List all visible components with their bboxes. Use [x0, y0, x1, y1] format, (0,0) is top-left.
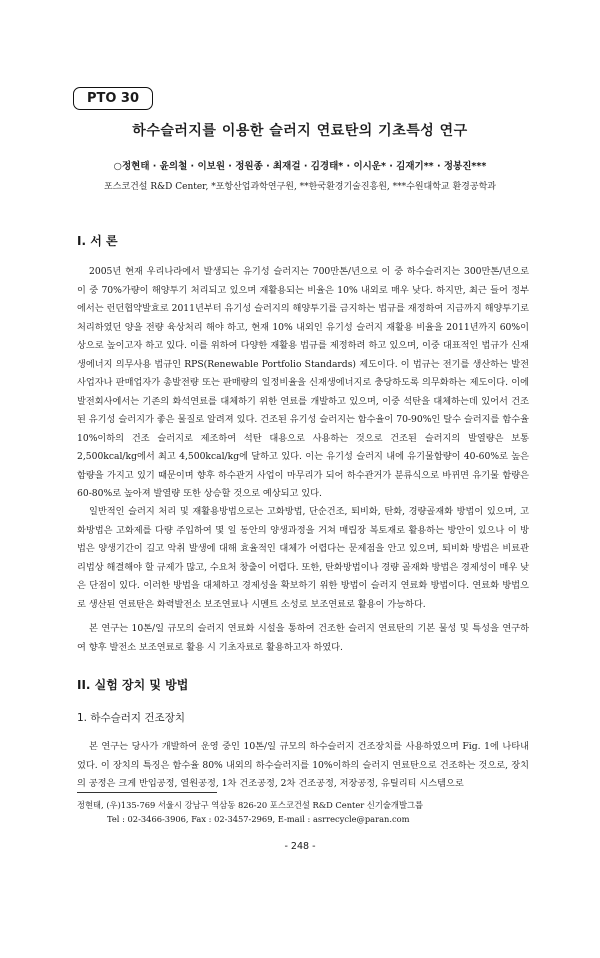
intro-paragraph-3: 본 연구는 10톤/일 규모의 슬러지 연료화 시설을 통하여 건조한 슬러지 연료탄의 기본 물성 및 특성을 연구하여 향후 발전소 보조연료로 활용 시 기초자료로 활용하고자 하였다.	[77, 623, 529, 653]
footnote-address: 정현태, (우)135-769 서울시 강남구 역삼동 826-20 포스코건설 R&D Center 신기술개발그룹	[77, 800, 423, 810]
page-number: - 248 -	[284, 841, 316, 852]
subsection-heading-dryer: 1. 하수슬러지 건조장치	[77, 712, 185, 724]
section-heading-intro: I. 서 론	[77, 234, 118, 248]
affiliations: 포스코건설 R&D Center, *포항산업과학연구원, **한국환경기술진흥원, ***수원대학교 환경공학과	[104, 182, 496, 192]
section-heading-method: II. 실험 장치 및 방법	[77, 678, 189, 692]
author-list: ○정현태 · 윤의철 · 이보원 · 정원종 · 최재걸 · 김경태* · 이시운* · 김재기** · 정봉진***	[113, 161, 487, 172]
paper-title: 하수슬러지를 이용한 슬러지 연료탄의 기초특성 연구	[132, 123, 468, 139]
method-paragraph-1: 본 연구는 당사가 개발하여 운영 중인 10톤/일 규모의 하수슬러지 건조장치를 사용하였으며 Fig. 1에 나타내었다. 이 장치의 특징은 함수율 80% 내외의 하수슬러지를 10%이하의 슬러지 연료탄으로 건조하는 것으로, 장치의 공정은 크게 반입공정, 열원공정, 1차 건조공정, 2차 건조공정, 저장공정, 유틸리티 시스템으로	[77, 741, 529, 789]
intro-paragraph-1: 2005년 현재 우리나라에서 발생되는 유기성 슬러지는 700만톤/년으로 이 중 하수슬러지는 300만톤/년으로 이 중 70%가량이 해양투기 처리되고 있으며 재활용되는 비율은 10% 내외로 매우 낮다. 하지만, 최근 들어 정부에서는 런던협약발효로 2011년부터 유기성 슬러지의 해양투기를 금지하는 법규를 재정하여 지금까지 해양투기로 처리하였던 양을 전량 육상처리 해야 하고, 현재 10% 내외인 유기성 슬러지 재활용 비율을 2011년까지 60%이상으로 높이고자 하고 있다. 이를 위하여 다양한 재활용 법규를 제정하려 하고 있으며, 이중 대표적인 법규가 신재생에너지 의무사용 법규인 RPS(Renewable Portfolio Standards) 제도이다. 이 법규는 전기를 생산하는 발전사업자나 판매업자가 총발전량 또는 판매량의 일정비율을 신재생에너지로 충당하도록 의무화하는 제도이다. 이에 발전회사에서는 기존의 화석연료를 대체하기 위한 연료를 개발하고 있으며, 이중 석탄을 대체하는데 있어서 건조된 유기성 슬러지가 좋은 물질로 알려져 있다. 건조된 유기성 슬러지는 함수율이 70-90%인 탈수 슬러지를 함수율 10%이하의 건조 슬러지로 제조하여 석탄 대용으로 사용하는 것으로 건조된 슬러지의 발열량은 보통 2,500kcal/kg에서 최고 4,500kcal/kg에 달하고 있다. 이는 유기성 슬러지 내에 유기물함량이 40-60%로 높은 함량을 가지고 있기 때문이며 향후 하수관거 사업이 마무리가 되어 하수관거가 분류식으로 바뀌면 유기물 함량은 60-80%로 높아져 발열량 또한 상승할 것으로 예상되고 있다.	[77, 266, 529, 499]
footnote-rule	[77, 792, 217, 793]
intro-paragraph-2: 일반적인 슬러지 처리 및 재활용방법으로는 고화방법, 단순건조, 퇴비화, 탄화, 경량골재화 방법이 있으며, 고화방법은 고화제를 다량 주입하여 몇 일 동안의 양생과정을 거쳐 매립장 복토재로 활용하는 방안이 있으나 이 방법은 양생기간이 길고 악취 발생에 대해 효율적인 대체가 어렵다는 문제점을 안고 있으며, 퇴비화 방법은 비료관리법상 해결해야 할 규제가 많고, 수요처 창출이 어렵다. 또한, 탄화방법이나 경량 골재화 방법은 경제성이 매우 낮은 단점이 있다. 이러한 방법을 대체하고 경제성을 확보하기 위한 방법이 슬러지 연료화 방법이다. 연료화 방법으로 생산된 연료탄은 화력발전소 보조연료나 시멘트 소성로 보조연료로 활용이 가능하다.	[77, 506, 529, 610]
session-code-badge: PTO 30	[73, 87, 153, 110]
footnote-contact: Tel : 02-3466-3906, Fax : 02-3457-2969, E-mail : asrrecycle@paran.com	[107, 814, 410, 824]
